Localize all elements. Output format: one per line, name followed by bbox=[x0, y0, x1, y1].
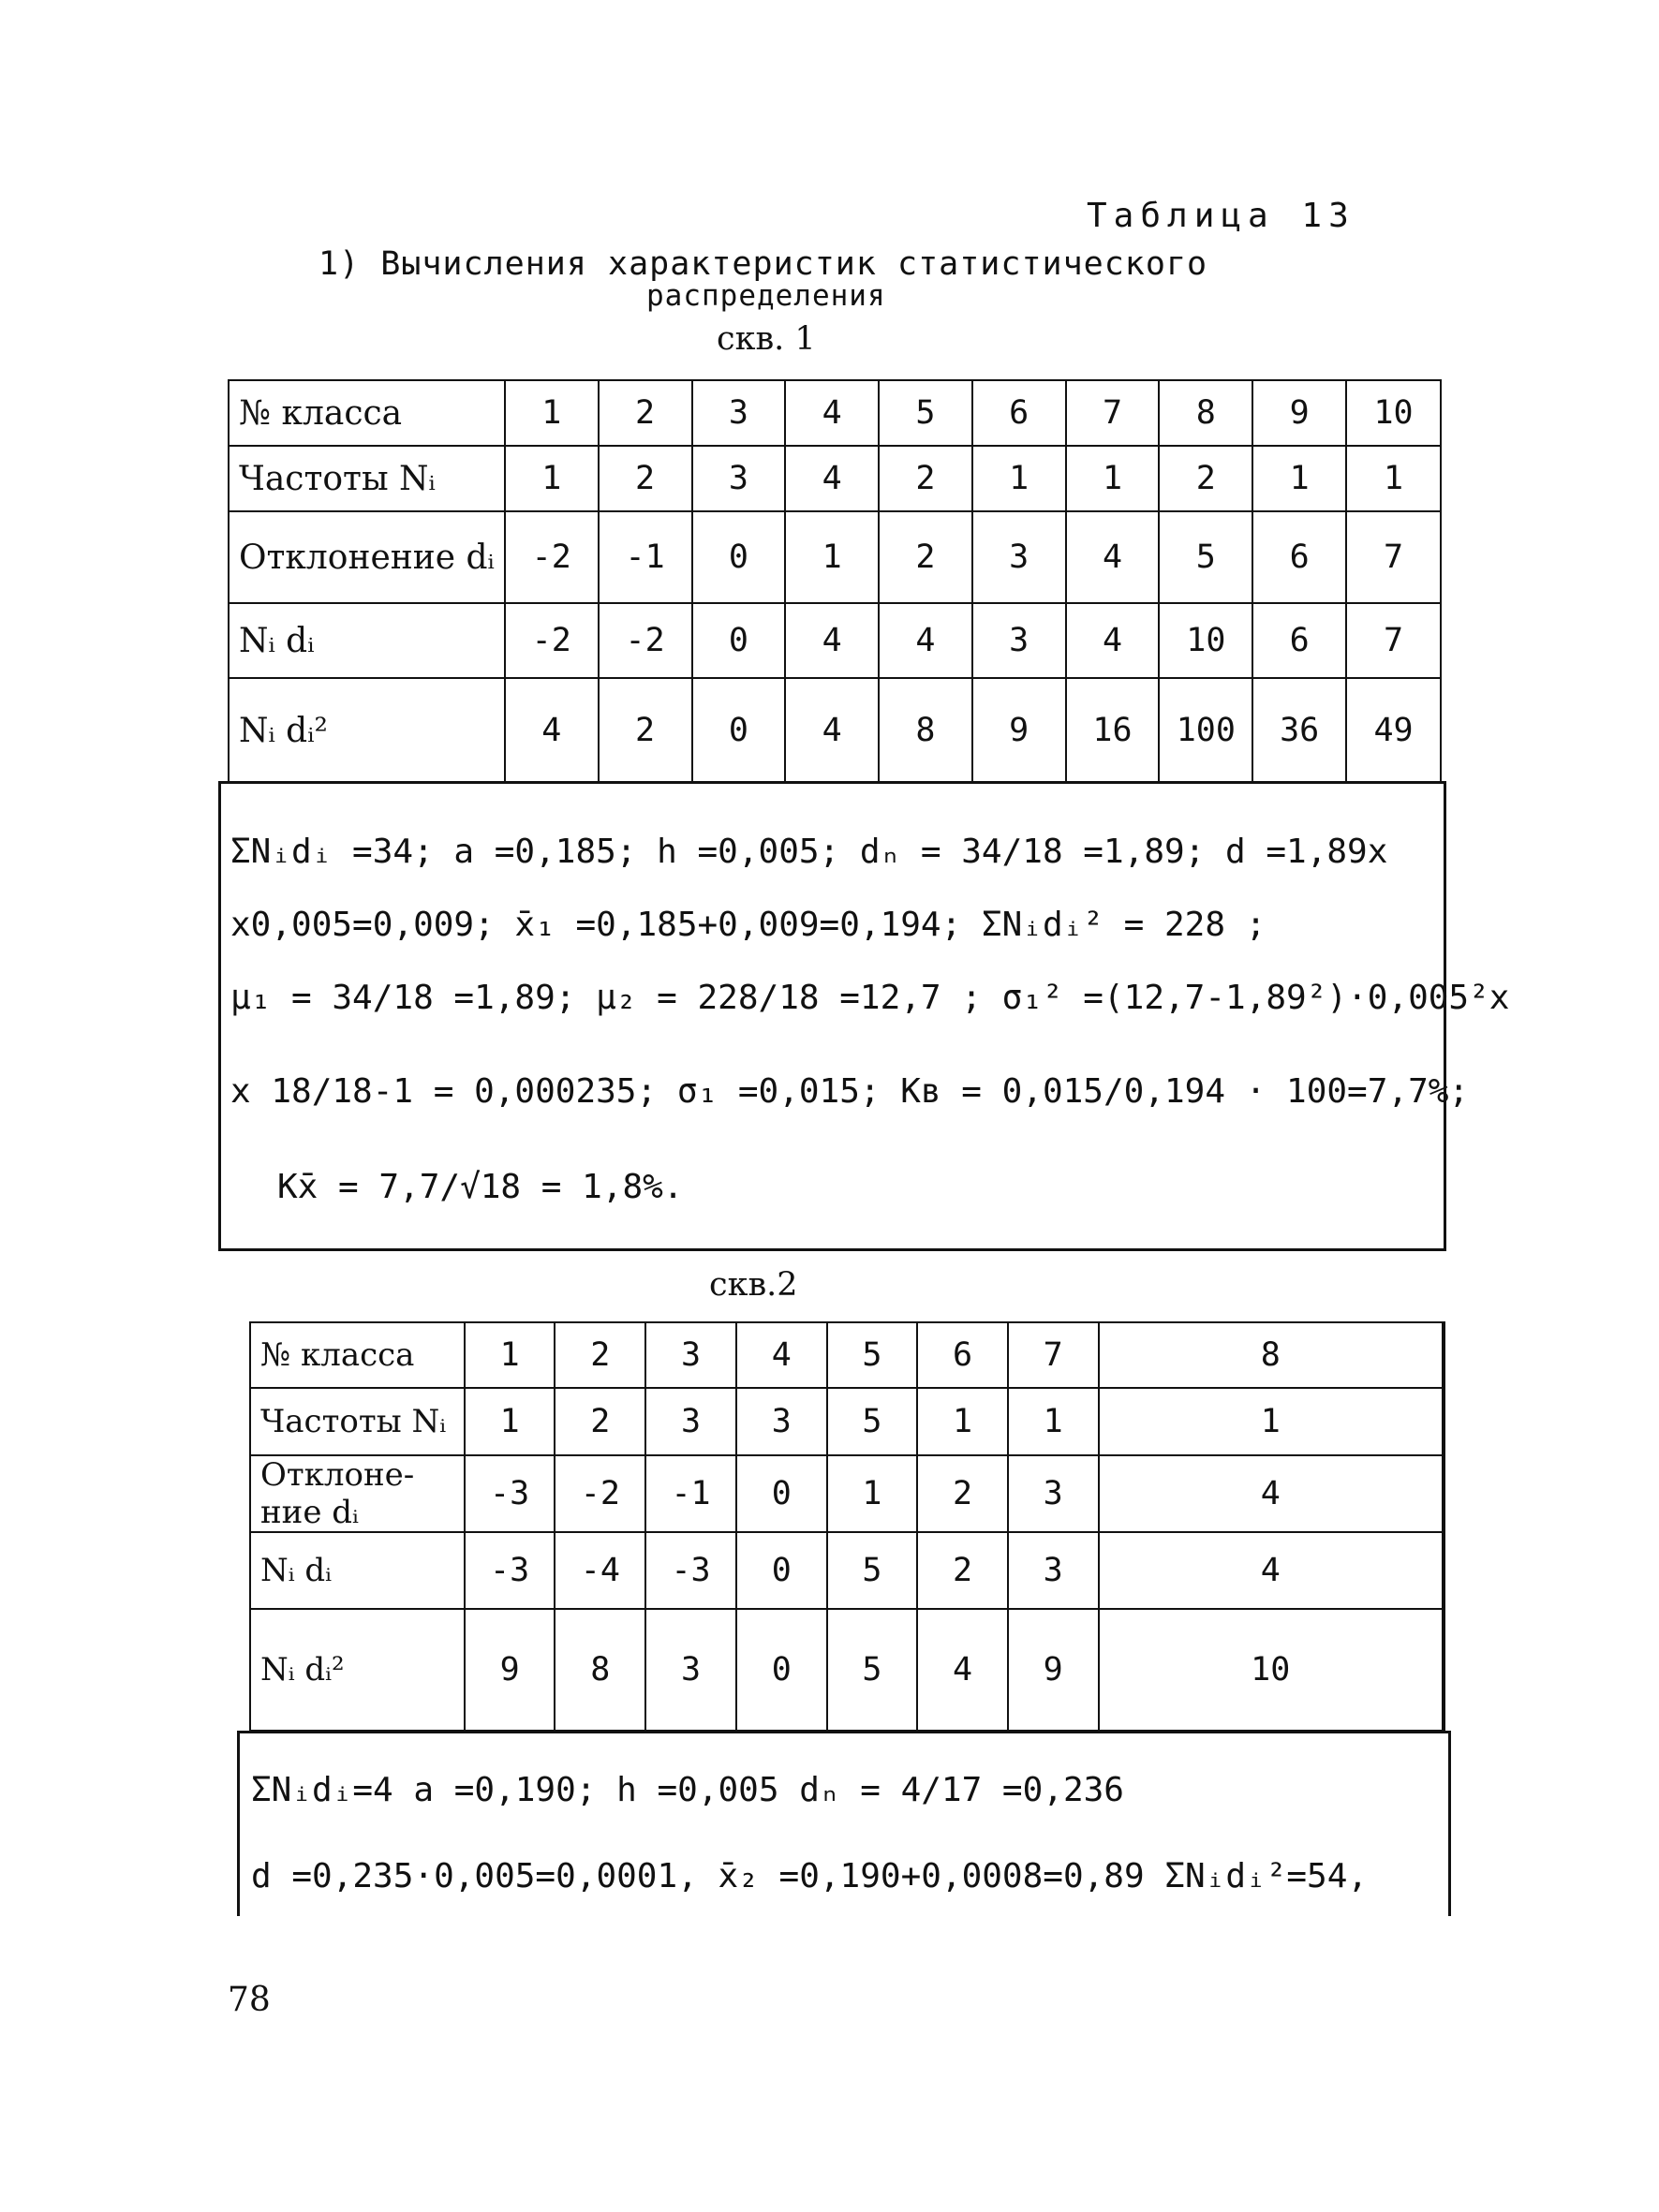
table-cell: 1 bbox=[1346, 446, 1441, 511]
calc-line: ΣNᵢdᵢ =34; a =0,185; h =0,005; dₙ = 34/18 =1,89; d =1,89x bbox=[230, 833, 1388, 871]
table-cell: -2 bbox=[505, 511, 599, 603]
table-cell: 6 bbox=[1252, 511, 1346, 603]
table-cell: 6 bbox=[917, 1322, 1008, 1388]
table-cell: 2 bbox=[599, 380, 692, 446]
table-cell: 2 bbox=[879, 446, 972, 511]
table-cell: 8 bbox=[1159, 380, 1252, 446]
table-cell: 7 bbox=[1346, 603, 1441, 678]
table-row bbox=[229, 380, 1441, 446]
calc-line: x 18/18-1 = 0,000235; σ₁ =0,015; Kв = 0,015/0,194 · 100=7,7%; bbox=[230, 1072, 1470, 1111]
table-cell: -4 bbox=[555, 1532, 645, 1609]
table-row bbox=[250, 1322, 1444, 1388]
table-cell: -3 bbox=[465, 1532, 555, 1609]
table-cell: 4 bbox=[785, 678, 879, 783]
table-cell: 6 bbox=[972, 380, 1066, 446]
calc-line: Kx̄ = 7,7/√18 = 1,8%. bbox=[277, 1168, 684, 1206]
table-cell: 5 bbox=[827, 1322, 918, 1388]
table-cell: 6 bbox=[1252, 603, 1346, 678]
well-2-label: скв.2 bbox=[709, 1266, 798, 1304]
empty-cell bbox=[1443, 1609, 1444, 1731]
table-cell: 4 bbox=[1099, 1455, 1444, 1532]
table-cell: 1 bbox=[785, 511, 879, 603]
table-cell: 1 bbox=[505, 380, 599, 446]
table-cell: -2 bbox=[505, 603, 599, 678]
table-cell: 4 bbox=[785, 603, 879, 678]
table-number-title: Таблица 13 bbox=[1087, 197, 1355, 235]
table-cell: 3 bbox=[1008, 1455, 1099, 1532]
table-cell: 4 bbox=[785, 446, 879, 511]
heading-line-2: распределения bbox=[646, 279, 886, 313]
table-cell: 1 bbox=[1099, 1388, 1444, 1455]
table-cell: 2 bbox=[879, 511, 972, 603]
table-row bbox=[250, 1455, 1444, 1532]
well-2-calculations bbox=[237, 1731, 1451, 1916]
table-cell: 3 bbox=[645, 1388, 736, 1455]
table-cell: 4 bbox=[1066, 511, 1160, 603]
table-cell: 4 bbox=[785, 380, 879, 446]
row-label: № класса bbox=[250, 1322, 465, 1388]
table-row bbox=[229, 678, 1441, 783]
table-cell: 0 bbox=[692, 511, 786, 603]
table-cell: 100 bbox=[1159, 678, 1252, 783]
row-label: Частоты Nᵢ bbox=[250, 1388, 465, 1455]
calc-line: x0,005=0,009; x̄₁ =0,185+0,009=0,194; ΣNᵢdᵢ² = 228 ; bbox=[230, 906, 1266, 944]
table-cell: 3 bbox=[645, 1609, 736, 1731]
table-cell: -1 bbox=[599, 511, 692, 603]
table-cell: 2 bbox=[1159, 446, 1252, 511]
table-cell: 9 bbox=[1008, 1609, 1099, 1731]
table-cell: 8 bbox=[555, 1609, 645, 1731]
table-cell: 4 bbox=[1099, 1532, 1444, 1609]
table-row bbox=[229, 603, 1441, 678]
table-cell: 2 bbox=[555, 1388, 645, 1455]
table-cell: 5 bbox=[879, 380, 972, 446]
table-cell: 0 bbox=[692, 603, 786, 678]
table-cell: 9 bbox=[465, 1609, 555, 1731]
table-cell: 0 bbox=[736, 1609, 827, 1731]
row-label: № класса bbox=[229, 380, 505, 446]
table-cell: 10 bbox=[1099, 1609, 1444, 1731]
table-cell: 2 bbox=[599, 446, 692, 511]
empty-cell bbox=[1443, 1322, 1444, 1388]
table-cell: 3 bbox=[736, 1388, 827, 1455]
table-cell: 0 bbox=[736, 1532, 827, 1609]
table-cell: 1 bbox=[1252, 446, 1346, 511]
table-cell: 4 bbox=[917, 1609, 1008, 1731]
table-cell: 2 bbox=[917, 1455, 1008, 1532]
table-row bbox=[250, 1388, 1444, 1455]
table-cell: 0 bbox=[692, 678, 786, 783]
row-label: Nᵢ dᵢ bbox=[250, 1532, 465, 1609]
table-cell: 10 bbox=[1159, 603, 1252, 678]
table-cell: 36 bbox=[1252, 678, 1346, 783]
well-2-table-body bbox=[250, 1322, 1444, 1731]
empty-cell bbox=[1443, 1455, 1444, 1532]
table-cell: 3 bbox=[692, 446, 786, 511]
empty-cell bbox=[1443, 1532, 1444, 1609]
table-cell: 3 bbox=[972, 603, 1066, 678]
table-cell: 1 bbox=[465, 1388, 555, 1455]
well-1-table bbox=[228, 379, 1442, 784]
table-cell: 1 bbox=[1008, 1388, 1099, 1455]
table-cell: -2 bbox=[599, 603, 692, 678]
table-cell: 3 bbox=[645, 1322, 736, 1388]
table-cell: 1 bbox=[1066, 446, 1160, 511]
table-cell: 3 bbox=[972, 511, 1066, 603]
table-cell: 1 bbox=[917, 1388, 1008, 1455]
well-1-label: скв. 1 bbox=[717, 320, 816, 358]
calc-line: ΣNᵢdᵢ=4 a =0,190; h =0,005 dₙ = 4/17 =0,236 bbox=[251, 1771, 1124, 1809]
table-row bbox=[229, 511, 1441, 603]
table-row bbox=[229, 446, 1441, 511]
row-label: Отклонение dᵢ bbox=[229, 511, 505, 603]
well-2-table bbox=[249, 1321, 1445, 1732]
table-cell: 8 bbox=[879, 678, 972, 783]
table-cell: 4 bbox=[505, 678, 599, 783]
page-number: 78 bbox=[228, 1981, 271, 2019]
calc-line: μ₁ = 34/18 =1,89; μ₂ = 228/18 =12,7 ; σ₁² =(12,7-1,89²)·0,005²x bbox=[230, 979, 1510, 1017]
empty-cell bbox=[1443, 1388, 1444, 1455]
row-label: Отклоне-ние dᵢ bbox=[250, 1455, 465, 1532]
table-cell: 10 bbox=[1346, 380, 1441, 446]
table-cell: 3 bbox=[1008, 1532, 1099, 1609]
table-cell: 5 bbox=[1159, 511, 1252, 603]
table-cell: 0 bbox=[736, 1455, 827, 1532]
table-row bbox=[250, 1532, 1444, 1609]
well-1-calculations bbox=[218, 781, 1510, 1251]
row-label: Nᵢ dᵢ² bbox=[229, 678, 505, 783]
table-cell: 2 bbox=[599, 678, 692, 783]
table-cell: 1 bbox=[505, 446, 599, 511]
table-cell: 9 bbox=[1252, 380, 1346, 446]
table-cell: 7 bbox=[1066, 380, 1160, 446]
table-cell: 5 bbox=[827, 1532, 918, 1609]
table-cell: 7 bbox=[1346, 511, 1441, 603]
table-row bbox=[250, 1609, 1444, 1731]
row-label: Частоты Nᵢ bbox=[229, 446, 505, 511]
table-cell: 49 bbox=[1346, 678, 1441, 783]
table-cell: 2 bbox=[555, 1322, 645, 1388]
table-cell: 16 bbox=[1066, 678, 1160, 783]
table-cell: 5 bbox=[827, 1609, 918, 1731]
table-cell: 1 bbox=[465, 1322, 555, 1388]
table-cell: 4 bbox=[736, 1322, 827, 1388]
well-1-table-body bbox=[229, 380, 1441, 783]
heading-line-1: 1) Вычисления характеристик статистического bbox=[318, 245, 1208, 283]
table-cell: 1 bbox=[827, 1455, 918, 1532]
calc-line: d =0,235·0,005=0,0001, x̄₂ =0,190+0,0008=0,89 ΣNᵢdᵢ²=54, bbox=[251, 1857, 1369, 1895]
table-cell: 5 bbox=[827, 1388, 918, 1455]
table-cell: 3 bbox=[692, 380, 786, 446]
table-cell: -3 bbox=[645, 1532, 736, 1609]
table-cell: 9 bbox=[972, 678, 1066, 783]
row-label: Nᵢ dᵢ² bbox=[250, 1609, 465, 1731]
row-label: Nᵢ dᵢ bbox=[229, 603, 505, 678]
table-cell: 4 bbox=[879, 603, 972, 678]
table-cell: 7 bbox=[1008, 1322, 1099, 1388]
table-cell: 1 bbox=[972, 446, 1066, 511]
table-cell: -2 bbox=[555, 1455, 645, 1532]
table-cell: 8 bbox=[1099, 1322, 1444, 1388]
table-cell: -3 bbox=[465, 1455, 555, 1532]
table-cell: 4 bbox=[1066, 603, 1160, 678]
table-cell: -1 bbox=[645, 1455, 736, 1532]
table-cell: 2 bbox=[917, 1532, 1008, 1609]
